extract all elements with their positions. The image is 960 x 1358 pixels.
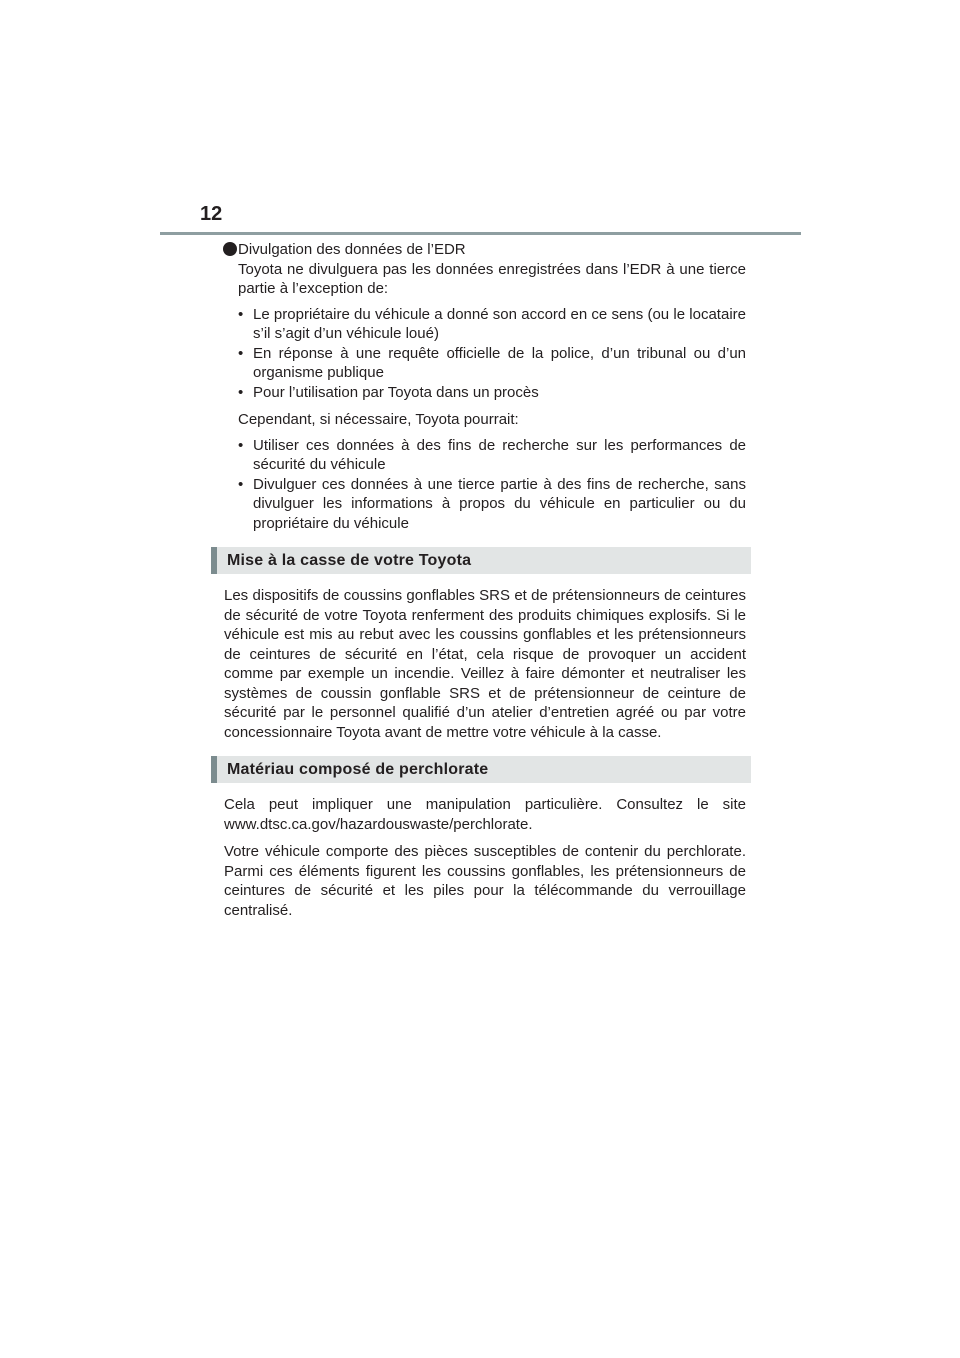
perchlorate-para-1: Cela peut impliquer une manipulation particulière. Consultez le site www.dtsc.ca.gov/hazardouswaste/perchlorate. <box>224 796 746 833</box>
edr-uses-list <box>238 436 746 534</box>
scrapping-body: Les dispositifs de coussins gonflables SRS et de prétensionneurs de ceintures de sécurité de votre Toyota renferment des produits chimiques explosifs. Si le véhicule est mis au rebut avec les coussins gonflables et les prétensionneurs de ceintures de sécurité en l’état, cela risque de provoquer un accident comme par exemple un incendie. Veillez à faire démonter et neutraliser les systèmes de coussin gonflable SRS et de prétensionneur de ceinture de sécurité par le personnel qualifié d’un atelier d’entretien agréé ou par votre concessionnaire Toyota avant de mettre votre véhicule à la casse. <box>224 587 746 741</box>
page-content <box>224 240 746 920</box>
edr-disclosure-title: Divulgation des données de l’EDR <box>238 241 466 258</box>
header-rule <box>160 232 801 235</box>
list-item: • Utiliser ces données à des fins de recherche sur les performances de sécurité du véhicule <box>238 436 746 475</box>
page-number: 12 <box>200 203 223 225</box>
edr-exceptions-list <box>238 305 746 403</box>
list-item: • Pour l’utilisation par Toyota dans un procès <box>238 383 746 403</box>
list-item: • Divulguer ces données à une tierce partie à des fins de recherche, sans divulguer les informations à propos du véhicule en particulier ou du propriétaire du véhicule <box>238 475 746 534</box>
list-item: • En réponse à une requête officielle de la police, d’un tribunal ou d’un organisme publique <box>238 344 746 383</box>
list-item: • Le propriétaire du véhicule a donné son accord en ce sens (ou le locataire s’il s’agit d’un véhicule loué) <box>238 305 746 344</box>
perchlorate-para-2: Votre véhicule comporte des pièces susceptibles de contenir du perchlorate. Parmi ces éléments figurent les coussins gonflables, les prétensionneurs de ceintures de sécurité et les piles pour la télécommande du verrouillage centralisé. <box>224 843 746 919</box>
edr-disclosure-intro: Toyota ne divulguera pas les données enregistrées dans l’EDR à une tierce partie à l’exception de: <box>238 260 746 297</box>
edr-however-text: Cependant, si nécessaire, Toyota pourrait: <box>238 411 519 428</box>
edr-disclosure-block <box>238 240 746 299</box>
section-heading-perchlorate: Matériau composé de perchlorate <box>211 756 751 783</box>
bullet-circle-icon <box>223 242 237 256</box>
section-heading-scrapping: Mise à la casse de votre Toyota <box>211 547 751 574</box>
